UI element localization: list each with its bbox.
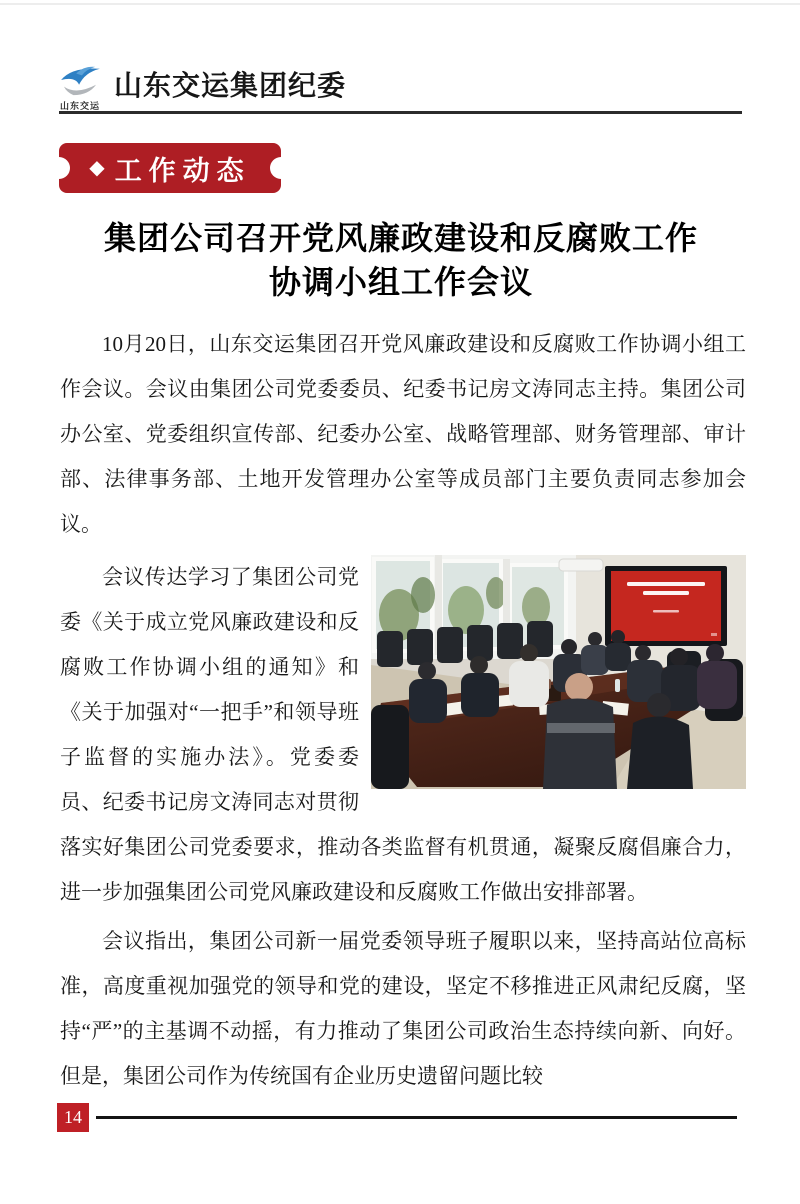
paragraph-3: 会议指出，集团公司新一届党委领导班子履职以来，坚持高站位高标准，高度重视加强党的领导和党的建设，坚定不移推进正风肃纪反腐，坚持“严”的主基调不动摇，有力推动了集团公司政治生态持续向新、向好。但是，集团公司作为传统国有企业历史遗留问题比较: [60, 929, 746, 1088]
article-title-line2: 协调小组工作会议: [268, 264, 533, 300]
footer-divider: [96, 1116, 737, 1119]
brand-title: 山东交运集团纪委: [114, 70, 347, 101]
logo-caption: 山东交运: [59, 101, 100, 111]
ac-unit: [559, 559, 603, 571]
paragraph-2: 会议传达学习了集团公司党委《关于成立党风廉政建设和反腐败工作协调小组的通知》和《关于加强对“一把手”和领导班子监督的实施办法》。党委委员、纪委书记房文涛同志对贯彻落实好集团公司党委要求，推动各类监督有机贯通，凝聚反腐倡廉合力，进一步加强集团公司党风廉政建设和反腐败工作做出安排部署。: [60, 565, 746, 904]
page-header: [56, 64, 346, 112]
article-body: [60, 322, 746, 1099]
meeting-photo-illustration: [371, 555, 746, 789]
diamond-icon: ◆: [89, 157, 105, 179]
section-badge: [59, 143, 281, 193]
section-badge-label: 工作动态: [114, 155, 251, 186]
meeting-room-photo: [371, 555, 746, 789]
article-title: [58, 216, 744, 304]
company-logo: [56, 64, 104, 112]
header-divider: [59, 111, 742, 114]
article-title-line1: 集团公司召开党风廉政建设和反腐败工作: [103, 220, 698, 256]
paragraph-1: 10月20日，山东交运集团召开党风廉政建设和反腐败工作协调小组工作会议。会议由集团公司党委委员、纪委书记房文涛同志主持。集团公司办公室、党委组织宣传部、纪委办公室、战略管理部、财务管理部、审计部、法律事务部、土地开发管理办公室等成员部门主要负责同志参加会议。: [60, 332, 746, 536]
page-number-badge: 14: [57, 1103, 89, 1132]
bird-logo-icon: [57, 64, 103, 98]
page-top-edge: [0, 3, 800, 5]
foreground-chair: [371, 705, 409, 789]
